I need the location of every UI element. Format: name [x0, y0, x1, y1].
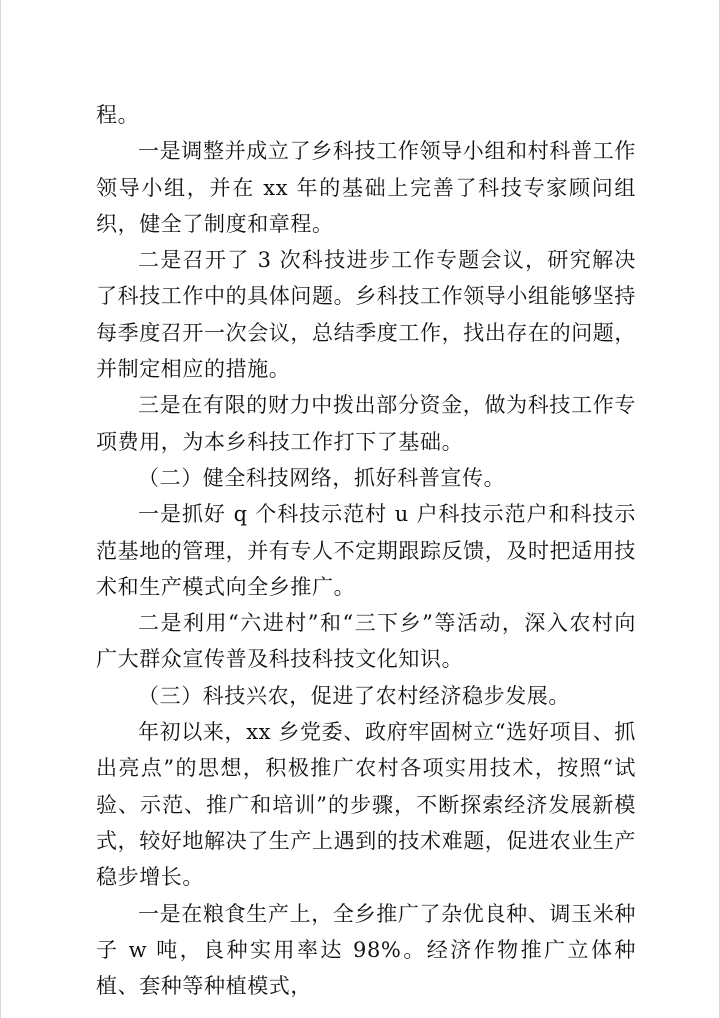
paragraph-meetings: 二是召开了 3 次科技进步工作专题会议，研究解决了科技工作中的具体问题。乡科技工作领导小组能够坚持每季度召开一次会议，总结季度工作，找出存在的问题，并制定相应的措施。 [96, 248, 636, 382]
paragraph-demonstration: 一是抓好 q 个科技示范村 u 户科技示范户和科技示范基地的管理，并有专人不定期跟踪反馈，及时把适用技术和生产模式向全乡推广。 [96, 502, 636, 599]
section-heading-agriculture: （三）科技兴农，促进了农村经济稳步发展。 [138, 683, 570, 708]
paragraph-funding: 三是在有限的财力中拨出部分资金，做为科技工作专项费用，为本乡科技工作打下了基础。 [96, 393, 636, 454]
paragraph-fragment: 程。 [96, 103, 140, 127]
section-heading-network: （二）健全科技网络，抓好科普宣传。 [138, 465, 506, 490]
document-body [96, 97, 636, 1004]
paragraph-activities: 二是利用“六进村”和“三下乡”等活动，深入农村向广大群众宣传普及科技科技文化知识。 [96, 611, 636, 672]
paragraph-leadership-group: 一是调整并成立了乡科技工作领导小组和村科普工作领导小组，并在 xx 年的基础上完善了科技专家顾问组织，健全了制度和章程。 [96, 139, 636, 236]
paragraph-development: 年初以来，xx 乡党委、政府牢固树立“选好项目、抓出亮点”的思想，积极推广农村各项实用技术，按照“试验、示范、推广和培训”的步骤，不断探索经济发展新模式，较好地解决了生产上遇到的技术难题，促进农业生产稳步增长。 [96, 720, 636, 890]
paragraph-grain-production: 一是在粮食生产上，全乡推广了杂优良种、调玉米种子 w 吨，良种实用率达 98%。经济作物推广立体种植、套种等种植模式， [96, 901, 636, 999]
